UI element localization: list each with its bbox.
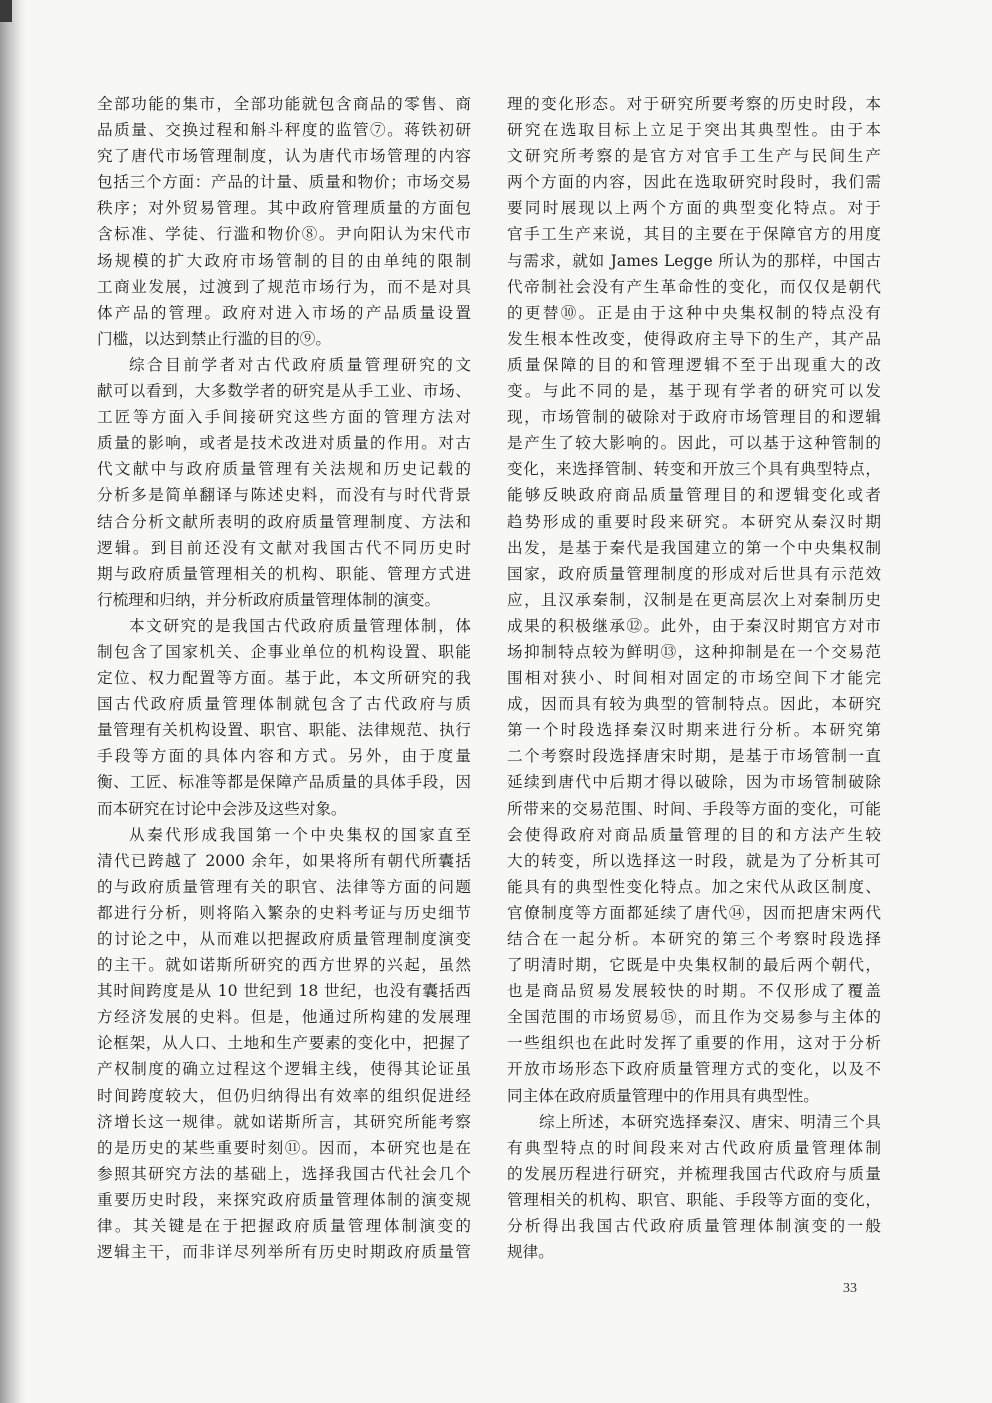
text-line: 会使得政府对商品质量管理的目的和方法产生较 [507,825,881,844]
right-column [507,91,881,1265]
text-line: 官僚制度等方面都延续了唐代⑭，因而把唐宋两代 [507,903,881,922]
paragraph [507,1109,881,1266]
text-line: 大的转变，所以选择这一时段，就是为了分析其可 [507,851,881,870]
text-line: 国家，政府质量管理制度的形成对后世具有示范效 [507,564,881,583]
text-line: 量管理有关机构设置、职官、职能、法律规范、执行 [97,721,471,740]
text-line: 方经济发展的史料。但是，他通过所构建的发展理 [97,1008,471,1027]
text-line: 时间跨度较大，但仍归纳得出有效率的组织促进经 [97,1086,471,1105]
text-line: 门槛，以达到禁止行滥的目的⑨。 [97,329,331,348]
text-line: 管理相关的机构、职官、职能、手段等方面的变化， [507,1190,881,1209]
text-line: 变。与此不同的是，基于现有学者的研究可以发 [507,382,881,401]
text-line: 结合在一起分析。本研究的第三个考察时段选择 [507,930,881,948]
text-line: 体产品的管理。政府对进入市场的产品质量设置 [97,303,471,322]
text-line: 其时间跨度是从 10 世纪到 18 世纪，也没有囊括西 [97,982,471,1001]
text-line: 规律。 [507,1243,554,1262]
text-line: 本文研究的是我国古代政府质量管理体制，体 [129,616,471,635]
text-line: 逻辑主干，而非详尽列举所有历史时期政府质量管 [97,1243,471,1262]
text-line: 含标准、学徒、行滥和物价⑧。尹向阳认为宋代市 [97,225,471,244]
text-line: 要同时展现以上两个方面的典型变化特点。对于 [507,199,881,218]
scan-binding-shadow [0,0,26,1403]
text-line: 品质量、交换过程和斛斗秤度的监管⑦。蒋铁初研 [97,121,471,140]
paragraph [507,91,881,1109]
text-line: 全国范围的市场贸易⑮，而且作为交易参与主体的 [507,1008,881,1027]
text-line: 与需求，就如 James Legge 所认为的那样，中国古 [507,251,881,270]
text-line: 二个考察时段选择唐宋时期，是基于市场管制一直 [507,747,881,766]
left-column [97,91,471,1265]
text-line: 理的变化形态。对于研究所要考察的历史时段，本 [507,95,881,113]
text-line: 的发展历程进行研究，并梳理我国古代政府与质量 [507,1164,881,1183]
text-line: 从秦代形成我国第一个中央集权的国家直至 [129,825,471,844]
text-line: 的更替⑩。正是由于这种中央集权制的特点没有 [507,303,881,322]
text-line: 清代已跨越了 2000 余年，如果将所有朝代所囊括 [97,851,471,870]
text-line: 围相对狭小、时间相对固定的市场空间下才能完 [507,669,881,688]
text-line: 应，且汉承秦制，汉制是在更高层次上对秦制历史 [507,590,881,609]
text-line: 的主干。就如诺斯所研究的西方世界的兴起，虽然 [97,956,471,975]
text-line: 官手工生产来说，其目的主要在于保障官方的用度 [507,225,881,244]
text-line: 手段等方面的具体内容和方式。另外，由于度量 [97,747,471,766]
text-line: 包括三个方面：产品的计量、质量和物价；市场交易 [97,173,471,192]
text-line: 也是商品贸易发展较快的时期。不仅形成了覆盖 [507,982,881,1001]
text-line: 究了唐代市场管理制度，认为唐代市场管理的内容 [97,147,471,166]
text-line: 出发，是基于秦代是我国建立的第一个中央集权制 [507,538,881,557]
page-number: 33 [843,1281,857,1296]
text-line: 变化，来选择管制、转变和开放三个具有典型特点， [507,460,881,479]
text-line: 期与政府质量管理相关的机构、职能、管理方式进 [97,564,471,583]
text-line: 国古代政府质量管理体制就包含了古代政府与质 [97,695,471,714]
text-line: 能够反映政府商品质量管理目的和逻辑变化或者 [507,486,881,505]
text-line: 开放市场形态下政府质量管理方式的变化，以及不 [507,1060,881,1079]
text-line: 献可以看到，大多数学者的研究是从手工业、市场、 [97,382,471,401]
text-line: 衡、工匠、标准等都是保障产品质量的具体手段，因 [97,773,471,792]
text-line: 发生根本性改变，使得政府主导下的生产，其产品 [507,329,881,348]
scan-corner-mark [0,0,12,22]
text-line: 论框架，从人口、土地和生产要素的变化中，把握了 [97,1034,471,1053]
text-line: 都进行分析，则将陷入繁杂的史料考证与历史细节 [97,903,471,922]
text-line: 而本研究在讨论中会涉及这些对象。 [97,799,347,818]
text-line: 能具有的典型性变化特点。加之宋代从政区制度、 [507,877,881,896]
text-line: 同主体在政府质量管理中的作用具有典型性。 [507,1086,819,1105]
text-line: 分析多是简单翻译与陈述史料，而没有与时代背景 [97,486,471,505]
text-line: 综合目前学者对古代政府质量管理研究的文 [129,355,471,374]
text-line: 综上所述，本研究选择秦汉、唐宋、明清三个具 [539,1112,881,1131]
text-line: 工匠等方面入手间接研究这些方面的管理方法对 [97,408,471,427]
text-line: 工商业发展，过渡到了规范市场行为，而不是对具 [97,277,471,296]
text-line: 重要历史时段，来探究政府质量管理体制的演变规 [97,1190,471,1209]
text-line: 成果的积极继承⑫。此外，由于秦汉时期官方对市 [507,616,881,635]
text-line: 秩序；对外贸易管理。其中政府管理质量的方面包 [97,199,471,218]
text-line: 两个方面的内容，因此在选取研究时段时，我们需 [507,173,881,192]
text-line: 代帝制社会没有产生革命性的变化，而仅仅是朝代 [507,277,881,296]
text-line: 场抑制特点较为鲜明⑬，这种抑制是在一个交易范 [507,642,881,661]
paragraph [97,613,471,822]
text-line: 济增长这一规律。就如诺斯所言，其研究所能考察 [97,1112,471,1131]
text-line: 产权制度的确立过程这个逻辑主线，使得其论证虽 [97,1060,471,1079]
text-line: 成，因而具有较为典型的管制特点。因此，本研究 [507,695,881,714]
text-line: 现，市场管制的破除对于政府市场管理目的和逻辑 [507,408,881,427]
text-line: 延续到唐代中后期才得以破除，因为市场管制破除 [507,773,881,792]
text-line: 代文献中与政府质量管理有关法规和历史记载的 [97,460,471,479]
text-line: 质量保障的目的和管理逻辑不至于出现重大的改 [507,355,881,374]
text-line: 质量的影响，或者是技术改进对质量的作用。对古 [97,434,471,453]
text-line: 行梳理和归纳，并分析政府质量管理体制的演变。 [97,590,441,609]
text-line: 参照其研究方法的基础上，选择我国古代社会几个 [97,1164,471,1183]
text-line: 了明清时期，它既是中央集权制的最后两个朝代， [507,956,881,975]
text-line: 的与政府质量管理有关的职官、法律等方面的问题 [97,877,471,896]
text-line: 场规模的扩大政府市场管制的目的由单纯的限制 [97,251,471,270]
text-line: 制包含了国家机关、企事业单位的机构设置、职能 [97,642,471,661]
text-line: 结合分析文献所表明的政府质量管理制度、方法和 [97,512,471,531]
text-line: 第一个时段选择秦汉时期来进行分析。本研究第 [507,721,881,740]
paragraph [97,91,471,352]
text-line: 所带来的交易范围、时间、手段等方面的变化，可能 [507,799,881,818]
text-line: 全部功能的集市，全部功能就包含商品的零售、商 [97,95,471,113]
text-line: 逻辑。到目前还没有文献对我国古代不同历史时 [97,538,471,557]
text-line: 的是历史的某些重要时刻⑪。因而，本研究也是在 [97,1138,471,1157]
text-line: 定位、权力配置等方面。基于此，本文所研究的我 [97,669,471,688]
paragraph [97,822,471,1266]
text-line: 趋势形成的重要时段来研究。本研究从秦汉时期 [507,512,881,531]
text-line: 分析得出我国古代政府质量管理体制演变的一般 [507,1217,881,1236]
text-line: 的讨论之中，从而难以把握政府质量管理制度演变 [97,930,471,948]
text-line: 一些组织也在此时发挥了重要的作用，这对于分析 [507,1034,881,1053]
text-line: 律。其关键是在于把握政府质量管理体制演变的 [97,1217,471,1236]
paragraph [97,352,471,613]
text-line: 是产生了较大影响的。因此，可以基于这种管制的 [507,434,881,453]
text-line: 有典型特点的时间段来对古代政府质量管理体制 [507,1138,881,1157]
text-line: 研究在选取目标上立足于突出其典型性。由于本 [507,121,881,140]
text-line: 文研究所考察的是官方对官手工生产与民间生产 [507,147,881,166]
